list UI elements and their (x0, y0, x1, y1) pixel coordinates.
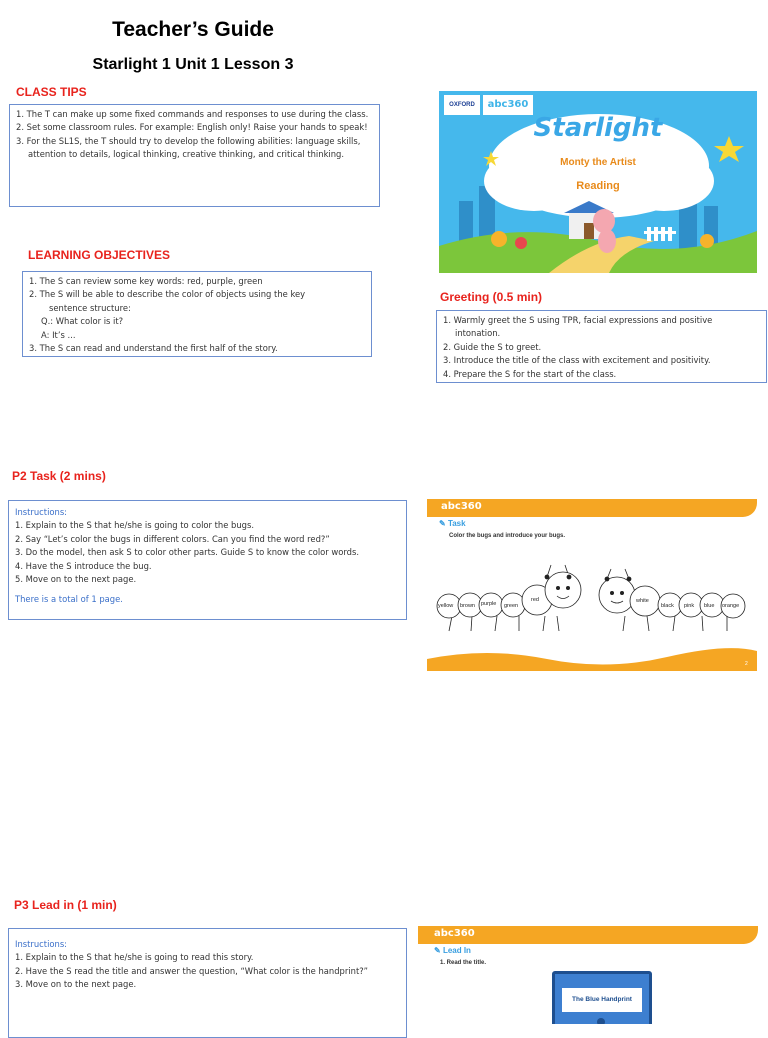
bug-color-label: blue (704, 603, 715, 609)
bug-color-label: orange (722, 603, 740, 609)
instruction-line: 5. Move on to the next page. (15, 574, 137, 585)
p3-lead-in-heading: P3 Lead in (1 min) (14, 898, 117, 912)
cover-reading-label: Reading (576, 180, 620, 192)
objective-question: Q.: What color is it? (41, 316, 124, 327)
lead-tag-label: Lead In (442, 946, 471, 955)
objective-line: 1. The S can review some key words: red, purple, green (29, 276, 263, 286)
bug-color-label: white (636, 598, 649, 604)
lead-in-slide (418, 926, 758, 1024)
bug-color-label: red (531, 597, 539, 603)
objective-line: 3. The S can read and understand the first half of the story. (29, 343, 278, 354)
class-tips-heading: CLASS TIPS (16, 85, 87, 99)
bug-color-label: yellow (438, 603, 454, 609)
learning-objectives-heading: LEARNING OBJECTIVES (28, 248, 171, 262)
greeting-line: 3. Introduce the title of the class with excitement and positivity. (443, 355, 711, 366)
page-subtitle: Starlight 1 Unit 1 Lesson 3 (92, 56, 294, 73)
task-instruction: Color the bugs and introduce your bugs. (449, 533, 566, 539)
instruction-line: 3. Move on to the next page. (15, 979, 137, 990)
task-slide-brand: abc360 (441, 501, 482, 512)
bulb-icon: ✎ (439, 519, 446, 528)
oxford-logo: OXFORD (444, 95, 480, 115)
class-tips-box (9, 104, 380, 207)
p2-task-box (8, 500, 407, 620)
task-tag-label: Task (447, 519, 466, 528)
p3-lead-in-box (8, 928, 407, 1038)
bug-color-label: pink (684, 603, 695, 609)
bug-color-label: brown (460, 603, 475, 609)
instructions-label: Instructions: (15, 939, 68, 949)
bug-color-label: green (504, 603, 519, 609)
cover-story-name: Monty the Artist (560, 157, 636, 168)
class-tips-line: 2. Set some classroom rules. For example: English only! Raise your hands to speak! (16, 122, 368, 133)
storybook-title: The Blue Handprint (562, 988, 642, 1012)
task-slide (427, 499, 757, 671)
objective-line: sentence structure: (49, 302, 131, 313)
class-tips-line: 3. For the SL1S, the T should try to develop the following abilities: language skills, attention to details, logical thinking, creative thinking, and critical thinking. (16, 135, 361, 160)
instructions-label: Instructions: (15, 507, 68, 517)
total-pages-note: There is a total of 1 page. (15, 594, 123, 605)
class-tips-line: 1. The T can make up some fixed commands and responses to use during the class. (16, 109, 369, 119)
abc360-logo: abc360 (483, 95, 533, 115)
page-title: Teacher’s Guide (112, 18, 274, 41)
greeting-line: 1. Warmly greet the S using TPR, facial expressions and positive intonation. (443, 315, 713, 339)
instruction-line: 4. Have the S introduce the bug. (15, 560, 152, 571)
greeting-line: 2. Guide the S to greet. (443, 341, 542, 352)
lead-tag (434, 946, 471, 955)
lead-slide-brand: abc360 (434, 928, 475, 939)
cover-slide (439, 91, 757, 273)
instruction-line: 2. Have the S read the title and answer the question, “What color is the handprint?” (15, 965, 369, 976)
instruction-line: 3. Do the model, then ask S to color other parts. Guide S to know the color words. (15, 547, 359, 558)
objective-answer: A: It’s ... (41, 329, 76, 340)
lead-instruction: 1. Read the title. (440, 960, 487, 966)
slide-page-number: 2 (745, 661, 748, 667)
learning-objectives-box (22, 271, 372, 357)
instruction-line: 2. Say “Let’s color the bugs in different colors. Can you find the word red?” (15, 533, 330, 544)
bug-color-label: purple (481, 601, 497, 607)
greeting-line: 4. Prepare the S for the start of the class. (443, 368, 617, 379)
instruction-line: 1. Explain to the S that he/she is going to read this story. (15, 952, 254, 963)
storybook-cover (552, 971, 652, 1024)
p2-task-heading: P2 Task (2 mins) (12, 469, 106, 483)
bulb-icon: ✎ (434, 946, 441, 955)
greeting-box (436, 310, 767, 383)
greeting-heading: Greeting (0.5 min) (440, 290, 543, 304)
bug-drawing (427, 499, 757, 671)
objective-line: 2. The S will be able to describe the color of objects using the key (29, 289, 306, 300)
handprint-icon (597, 1018, 605, 1024)
instruction-line: 1. Explain to the S that he/she is going to color the bugs. (15, 520, 254, 531)
cover-title: Starlight (533, 113, 663, 143)
bug-color-label: black (661, 603, 674, 609)
